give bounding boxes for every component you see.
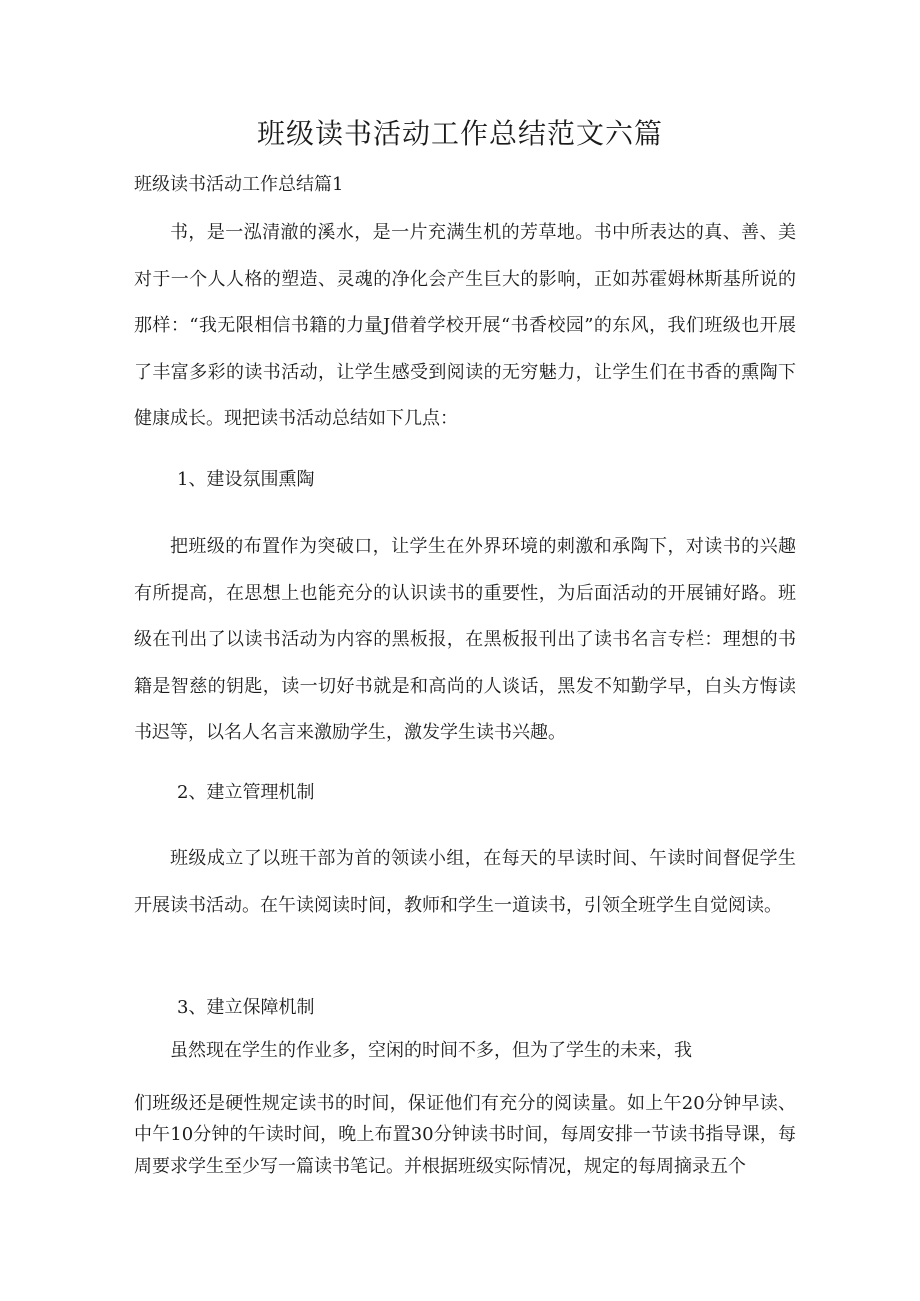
guarantee-paragraph-continued: 们班级还是硬性规定读书的时间，保证他们有充分的阅读量。如上午20分钟早读、中午10分钟的午读时间，晚上布置30分钟读书时间，每周安排一节读书指导课，每周要求学生至少写一篇读书笔记。并根据班级实际情况，规定的每周摘录五个: [134, 1093, 796, 1177]
section-subtitle: 班级读书活动工作总结篇1: [134, 174, 344, 195]
intro-paragraph: 书，是一泓清澈的溪水，是一片充满生机的芳草地。书中所表达的真、善、美对于一个人人格的塑造、灵魂的净化会产生巨大的影响，正如苏霍姆林斯基所说的那样：“我无限相信书籍的力量J借着学校开展“书香校园”的东风，我们班级也开展了丰富多彩的读书活动，让学生感受到阅读的无穷魅力，让学生们在书香的熏陶下健康成长。现把读书活动总结如下几点：: [134, 222, 796, 430]
management-paragraph: 班级成立了以班干部为首的领读小组，在每天的早读时间、午读时间督促学生开展读书活动。在午读阅读时间，教师和学生一道读书，引领全班学生自觉阅读。: [134, 848, 796, 916]
document-title: 班级读书活动工作总结范文六篇: [256, 117, 663, 150]
atmosphere-paragraph: 把班级的布置作为突破口，让学生在外界环境的刺激和承陶下，对读书的兴趣有所提高，在思想上也能充分的认识读书的重要性，为后面活动的开展铺好路。班级在刊出了以读书活动为内容的黑板报，在黑板报刊出了读书名言专栏：理想的书籍是智慈的钥匙，读一切好书就是和高尚的人谈话，黑发不知勤学早，白头方悔读书迟等，以名人名言来激励学生，激发学生读书兴趣。: [134, 536, 796, 744]
guarantee-paragraph-start: 虽然现在学生的作业多，空闲的时间不多，但为了学生的未来，我: [170, 1040, 692, 1061]
heading-management: 2、建立管理机制: [177, 782, 315, 803]
heading-guarantee: 3、建立保障机制: [177, 997, 315, 1018]
heading-atmosphere: 1、建设氛围熏陶: [177, 469, 315, 490]
